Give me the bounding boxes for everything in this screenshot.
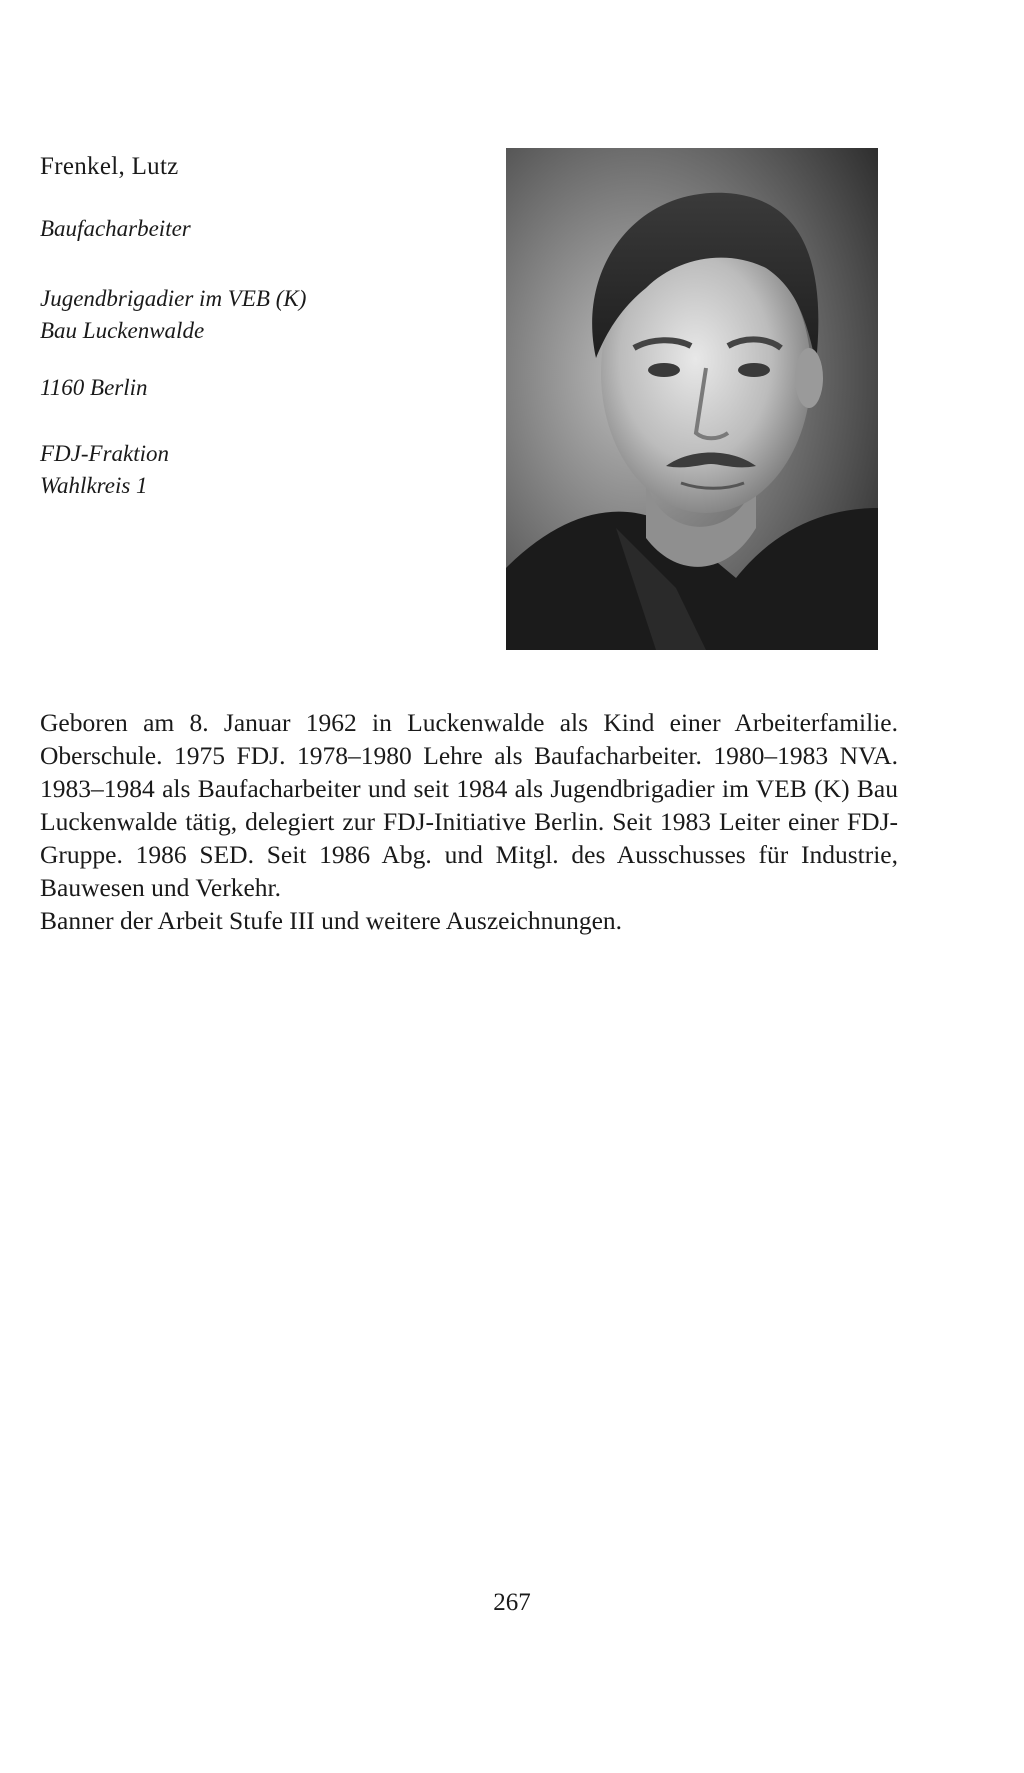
portrait-image [506,148,878,650]
occupation-text: Baufacharbeiter [40,216,191,241]
portrait-photo [506,148,878,650]
entry-position [40,283,306,347]
position-line: Bau Luckenwalde [40,318,205,343]
biography-text: Geboren am 8. Januar 1962 in Luckenwalde als Kind einer Arbeiterfamilie. Oberschule. 1975 FDJ. 1978–1980 Lehre als Baufacharbeiter. 1980–1983 NVA. 1983–1984 als Baufacharbeiter und seit 1984 als Jugendbrigadier im VEB (K) Bau Luckenwalde tätig, delegiert zur FDJ-Initiative Berlin. Seit 1983 Leiter einer FDJ-Gruppe. 1986 SED. Seit 1986 Abg. und Mitgl. des Ausschusses für Industrie, Bauwesen und Verkehr. [40,708,898,902]
entry-occupation [40,213,191,245]
biography [40,706,898,937]
city-text: 1160 Berlin [40,375,148,400]
position-line: Jugendbrigadier im VEB (K) [40,286,307,311]
awards-text: Banner der Arbeit Stufe III und weitere Auszeichnungen. [40,906,623,935]
entry-faction [40,438,169,502]
page-number: 267 [493,1589,531,1616]
constituency-text: Wahlkreis 1 [40,473,148,498]
entry-name: Frenkel, Lutz [40,153,179,180]
entry-city [40,372,148,404]
faction-text: FDJ-Fraktion [40,441,170,466]
